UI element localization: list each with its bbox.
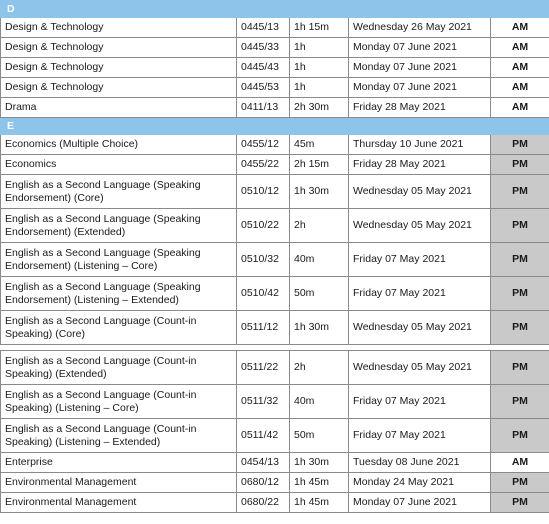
- session-cell: AM: [491, 18, 549, 38]
- subject-cell: Economics (Multiple Choice): [1, 135, 237, 155]
- date-cell: Wednesday 05 May 2021: [349, 311, 491, 345]
- subject-cell: Design & Technology: [1, 78, 237, 98]
- table-row: [1, 98, 549, 118]
- subject-cell: Drama: [1, 98, 237, 118]
- duration-cell: 1h 15m: [290, 18, 349, 38]
- subject-cell: Environmental Management: [1, 473, 237, 493]
- section-letter: D: [1, 1, 549, 18]
- component-code-cell: 0455/12: [237, 135, 290, 155]
- date-cell: Tuesday 08 June 2021: [349, 453, 491, 473]
- table-row: [1, 38, 549, 58]
- component-code-cell: 0680/22: [237, 493, 290, 513]
- table-row: [1, 311, 549, 345]
- subject-cell: English as a Second Language (Speaking Endorsement) (Listening – Extended): [1, 277, 237, 311]
- duration-cell: 1h 30m: [290, 453, 349, 473]
- date-cell: Friday 07 May 2021: [349, 277, 491, 311]
- subject-cell: English as a Second Language (Count-in Speaking) (Listening – Core): [1, 385, 237, 419]
- subject-cell: English as a Second Language (Count-in Speaking) (Extended): [1, 351, 237, 385]
- date-cell: Wednesday 05 May 2021: [349, 209, 491, 243]
- component-code-cell: 0511/32: [237, 385, 290, 419]
- session-cell: PM: [491, 385, 549, 419]
- session-cell: PM: [491, 209, 549, 243]
- table-row: [1, 78, 549, 98]
- component-code-cell: 0445/13: [237, 18, 290, 38]
- component-code-cell: 0510/22: [237, 209, 290, 243]
- duration-cell: 1h: [290, 58, 349, 78]
- subject-cell: Environmental Management: [1, 493, 237, 513]
- table-row: [1, 453, 549, 473]
- date-cell: Friday 28 May 2021: [349, 155, 491, 175]
- date-cell: Thursday 10 June 2021: [349, 135, 491, 155]
- section-header: [1, 118, 549, 135]
- table-row: [1, 473, 549, 493]
- table-row: [1, 419, 549, 453]
- section-header: [1, 1, 549, 18]
- duration-cell: 50m: [290, 419, 349, 453]
- duration-cell: 1h: [290, 78, 349, 98]
- session-cell: PM: [491, 419, 549, 453]
- component-code-cell: 0455/22: [237, 155, 290, 175]
- subject-cell: English as a Second Language (Count-in Speaking) (Listening – Extended): [1, 419, 237, 453]
- date-cell: Friday 28 May 2021: [349, 98, 491, 118]
- date-cell: Friday 07 May 2021: [349, 243, 491, 277]
- component-code-cell: 0454/13: [237, 453, 290, 473]
- date-cell: Monday 07 June 2021: [349, 78, 491, 98]
- table-row: [1, 175, 549, 209]
- component-code-cell: 0445/33: [237, 38, 290, 58]
- session-cell: PM: [491, 277, 549, 311]
- duration-cell: 1h 30m: [290, 311, 349, 345]
- table-row: [1, 209, 549, 243]
- table-row: [1, 135, 549, 155]
- date-cell: Friday 07 May 2021: [349, 419, 491, 453]
- date-cell: Wednesday 05 May 2021: [349, 351, 491, 385]
- component-code-cell: 0510/42: [237, 277, 290, 311]
- date-cell: Wednesday 26 May 2021: [349, 18, 491, 38]
- table-row: [1, 351, 549, 385]
- date-cell: Wednesday 05 May 2021: [349, 175, 491, 209]
- duration-cell: 45m: [290, 135, 349, 155]
- subject-cell: Economics: [1, 155, 237, 175]
- date-cell: Monday 07 June 2021: [349, 38, 491, 58]
- component-code-cell: 0411/13: [237, 98, 290, 118]
- duration-cell: 2h: [290, 209, 349, 243]
- duration-cell: 1h: [290, 38, 349, 58]
- duration-cell: 40m: [290, 243, 349, 277]
- table-row: [1, 277, 549, 311]
- date-cell: Friday 07 May 2021: [349, 385, 491, 419]
- subject-cell: English as a Second Language (Speaking Endorsement) (Extended): [1, 209, 237, 243]
- subject-cell: Enterprise: [1, 453, 237, 473]
- component-code-cell: 0510/12: [237, 175, 290, 209]
- table-row: [1, 243, 549, 277]
- session-cell: PM: [491, 493, 549, 513]
- session-cell: PM: [491, 155, 549, 175]
- session-cell: PM: [491, 175, 549, 209]
- duration-cell: 50m: [290, 277, 349, 311]
- subject-cell: English as a Second Language (Speaking Endorsement) (Listening – Core): [1, 243, 237, 277]
- table-row: [1, 58, 549, 78]
- session-cell: PM: [491, 473, 549, 493]
- session-cell: AM: [491, 453, 549, 473]
- component-code-cell: 0511/22: [237, 351, 290, 385]
- duration-cell: 40m: [290, 385, 349, 419]
- component-code-cell: 0511/42: [237, 419, 290, 453]
- component-code-cell: 0445/53: [237, 78, 290, 98]
- section-letter: E: [1, 118, 549, 135]
- table-row: [1, 18, 549, 38]
- session-cell: PM: [491, 135, 549, 155]
- session-cell: PM: [491, 311, 549, 345]
- table-row: [1, 385, 549, 419]
- duration-cell: 2h 15m: [290, 155, 349, 175]
- session-cell: PM: [491, 243, 549, 277]
- duration-cell: 1h 30m: [290, 175, 349, 209]
- duration-cell: 2h: [290, 351, 349, 385]
- subject-cell: Design & Technology: [1, 58, 237, 78]
- component-code-cell: 0511/12: [237, 311, 290, 345]
- duration-cell: 1h 45m: [290, 473, 349, 493]
- session-cell: AM: [491, 58, 549, 78]
- duration-cell: 1h 45m: [290, 493, 349, 513]
- component-code-cell: 0680/12: [237, 473, 290, 493]
- duration-cell: 2h 30m: [290, 98, 349, 118]
- subject-cell: English as a Second Language (Speaking Endorsement) (Core): [1, 175, 237, 209]
- subject-cell: English as a Second Language (Count-in Speaking) (Core): [1, 311, 237, 345]
- session-cell: AM: [491, 98, 549, 118]
- date-cell: Monday 07 June 2021: [349, 58, 491, 78]
- table-row: [1, 493, 549, 513]
- date-cell: Monday 07 June 2021: [349, 493, 491, 513]
- session-cell: PM: [491, 351, 549, 385]
- session-cell: AM: [491, 78, 549, 98]
- component-code-cell: 0445/43: [237, 58, 290, 78]
- component-code-cell: 0510/32: [237, 243, 290, 277]
- subject-cell: Design & Technology: [1, 18, 237, 38]
- session-cell: AM: [491, 38, 549, 58]
- table-row: [1, 155, 549, 175]
- subject-cell: Design & Technology: [1, 38, 237, 58]
- date-cell: Monday 24 May 2021: [349, 473, 491, 493]
